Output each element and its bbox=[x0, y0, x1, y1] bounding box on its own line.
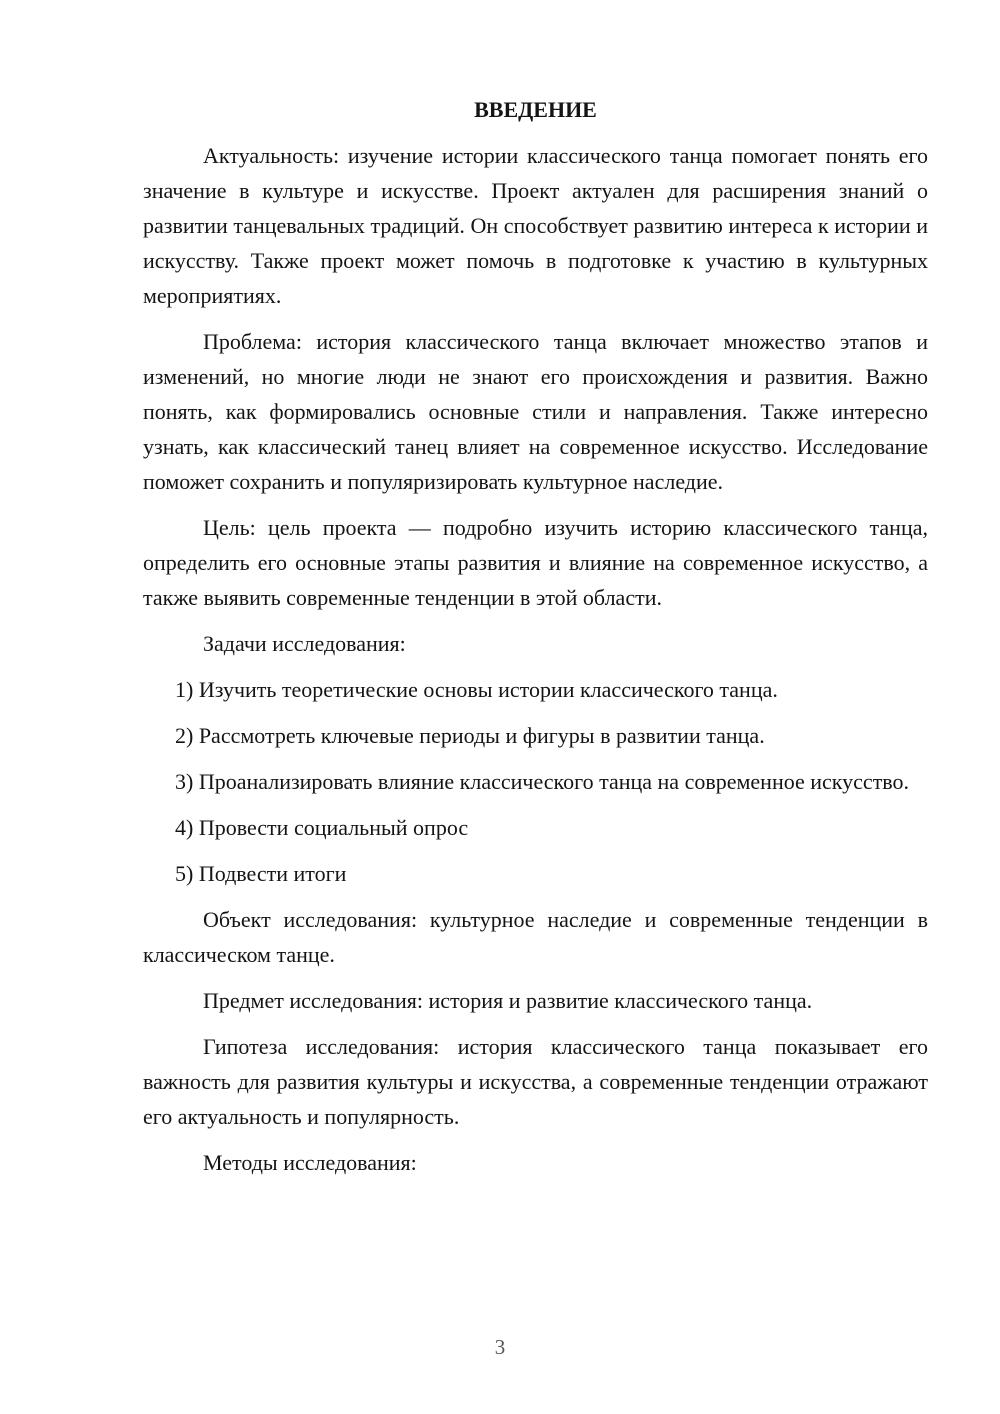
paragraph-object: Объект исследования: культурное наследие и современные тенденции в классическом танце. bbox=[143, 907, 928, 967]
task-item-1: 1) Изучить теоретические основы истории классического танца. bbox=[175, 677, 778, 702]
document-page bbox=[143, 92, 928, 1191]
paragraph-goal: Цель: цель проекта — подробно изучить историю классического танца, определить его основные этапы развития и влияние на современное искусство, а также выявить современные тенденции в этой области. bbox=[143, 515, 928, 610]
methods-heading: Методы исследования: bbox=[203, 1150, 417, 1175]
task-item-3: 3) Проанализировать влияние классического танца на современное искусство. bbox=[175, 769, 910, 794]
paragraph-problem: Проблема: история классического танца включает множество этапов и изменений, но многие люди не знают его происхождения и развития. Важно понять, как формировались основные стили и направления. Также интересно узнать, как классический танец влияет на современное искусство. Исследование поможет сохранить и популяризировать культурное наследие. bbox=[143, 329, 928, 494]
page-number: 3 bbox=[494, 1335, 506, 1359]
task-item-4: 4) Провести социальный опрос bbox=[175, 815, 469, 840]
task-item-5: 5) Подвести итоги bbox=[175, 861, 347, 886]
paragraph-hypothesis: Гипотеза исследования: история классического танца показывает его важность для развития культуры и искусства, а современные тенденции отражают его актуальность и популярность. bbox=[143, 1034, 928, 1129]
paragraph-subject: Предмет исследования: история и развитие классического танца. bbox=[203, 988, 813, 1013]
task-item-2: 2) Рассмотреть ключевые периоды и фигуры в развитии танца. bbox=[175, 723, 765, 748]
section-title: ВВЕДЕНИЕ bbox=[474, 97, 597, 122]
paragraph-relevance: Актуальность: изучение истории классического танца помогает понять его значение в культуре и искусстве. Проект актуален для расширения знаний о развитии танцевальных традиций. Он способствует развитию интереса к истории и искусству. Также проект может помочь в подготовке к участию в культурных мероприятиях. bbox=[143, 143, 928, 308]
tasks-heading: Задачи исследования: bbox=[203, 631, 406, 656]
